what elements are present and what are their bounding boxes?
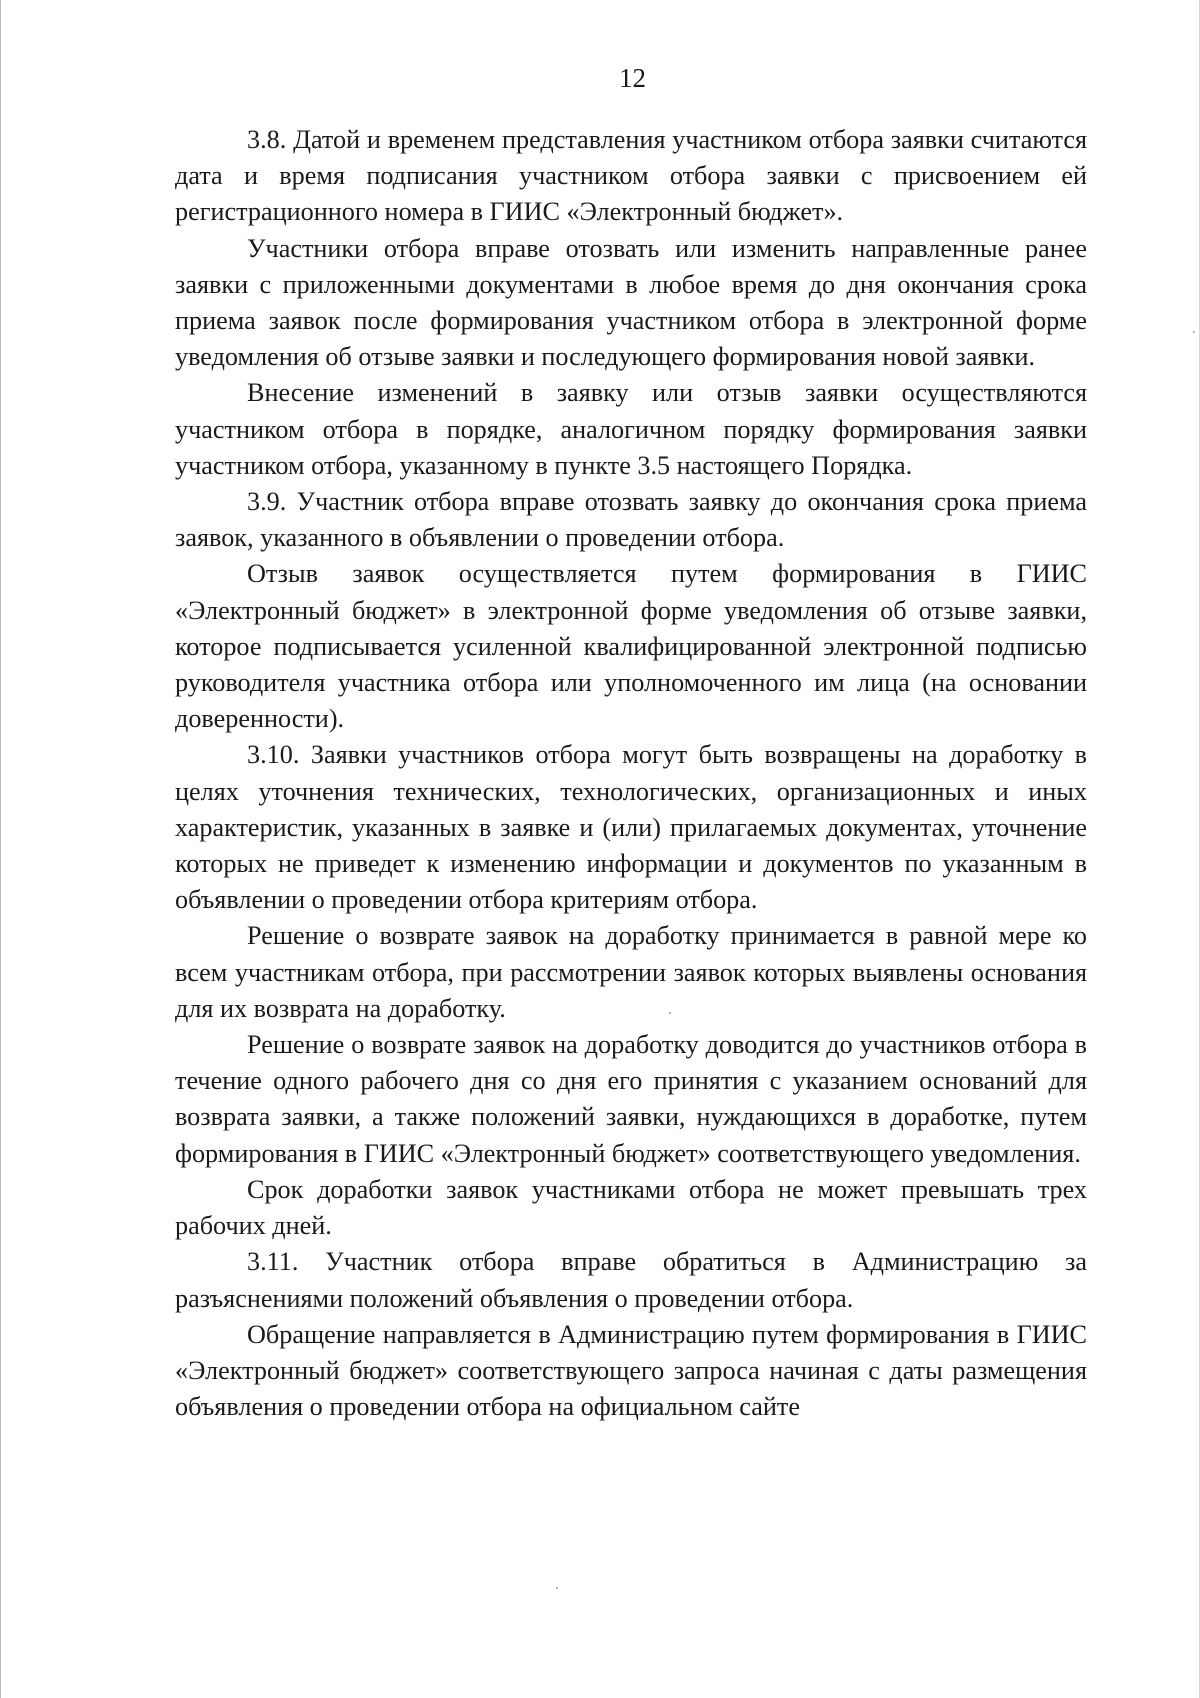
scan-speck — [556, 1587, 558, 1589]
paragraph-request-submission: Обращение направляется в Администрацию путем формирования в ГИИС «Электронный бюджет» соответствующего запроса начиная с даты размещения объявления о проведении отбора на официальном сайте — [175, 1319, 1087, 1422]
document-body — [175, 122, 1087, 1425]
paragraph-3-10: 3.10. Заявки участников отбора могут быть возвращены на доработку в целях уточнения технических, технологических, организационных и иных характеристик, указанных в заявке и (или) прилагаемых документах, уточнение которых не приведет к изменению информации и документов по указанным в объявлении о проведении отбора критериям отбора. — [175, 740, 1087, 915]
page-number: 12 — [619, 63, 646, 93]
paragraph-return-decision: Решение о возврате заявок на доработку принимается в равной мере ко всем участникам отбора, при рассмотрении заявок которых выявлены основания для их возврата на доработку. — [175, 921, 1087, 1023]
paragraph-3-9: 3.9. Участник отбора вправе отозвать заявку до окончания срока приема заявок, указанного в объявлении о проведении отбора. — [175, 487, 1087, 553]
paragraph-3-8: 3.8. Датой и временем представления участником отбора заявки считаются дата и время подписания участником отбора заявки с присвоением ей регистрационного номера в ГИИС «Электронный бюджет». — [175, 125, 1087, 227]
paragraph-revision-deadline: Срок доработки заявок участниками отбора не может превышать трех рабочих дней. — [175, 1174, 1087, 1241]
paragraph-return-notification: Решение о возврате заявок на доработку доводится до участников отбора в течение одного рабочего дня со дня его принятия с указанием оснований для возврата заявки, а также положений заявки, нуждающихся в доработке, путем формирования в ГИИС «Электронный бюджет» соответствующего уведомления. — [175, 1030, 1087, 1168]
paragraph-3-11: 3.11. Участник отбора вправе обратиться в Администрацию за разъяснениями положений объявления о проведении отбора. — [175, 1247, 1087, 1313]
scan-speck — [1193, 331, 1195, 333]
paragraph-amendments: Внесение изменений в заявку или отзыв заявки осуществляются участником отбора в порядке, аналогичном порядку формирования заявки участником отбора, указанному в пункте 3.5 настоящего Порядка. — [175, 378, 1087, 480]
scan-speck — [669, 1012, 671, 1014]
paragraph-withdrawal-procedure: Отзыв заявок осуществляется путем формирования в ГИИС «Электронный бюджет» в электронной форме уведомления об отзыве заявки, которое подписывается усиленной квалифицированной электронной подписью руководителя участника отбора или уполномоченного им лица (на основании доверенности). — [175, 559, 1087, 734]
paragraph-withdraw-or-change: Участники отбора вправе отозвать или изменить направленные ранее заявки с приложенными документами в любое время до дня окончания срока приема заявок после формирования участником отбора в электронной форме уведомления об отзыве заявки и последующего формирования новой заявки. — [175, 233, 1087, 372]
